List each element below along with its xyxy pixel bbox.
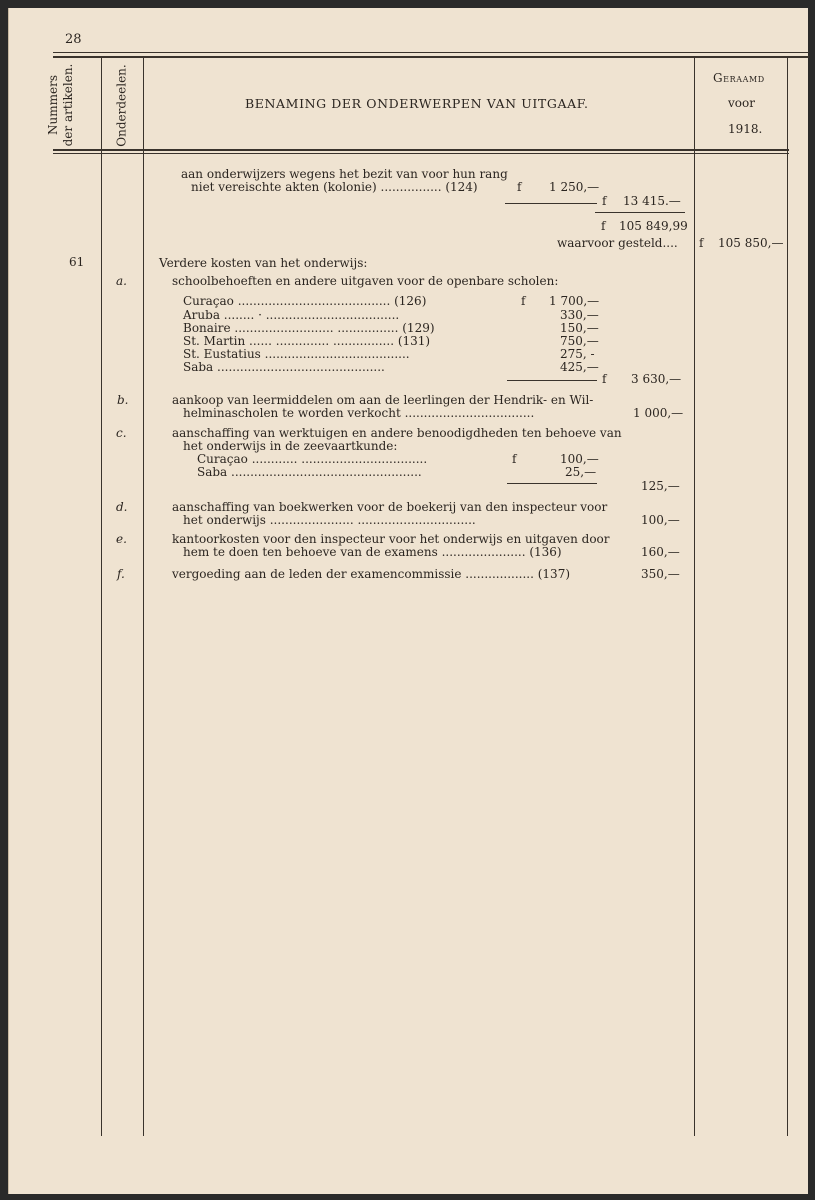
col-rule-1 (101, 58, 102, 1136)
header-voor: voor (728, 96, 755, 110)
article-title: Verdere kosten van het onderwijs: (159, 256, 368, 270)
header-bottom-rule-2 (53, 153, 789, 154)
item-c-line-1: aanschaffing van werktuigen en andere benoodigdheden ten behoeve van (172, 426, 622, 440)
header-year: 1918. (728, 122, 763, 136)
header-benaming: BENAMING DER ONDERWERPEN VAN UITGAAF. (245, 96, 589, 111)
item-c-sub-f: f (512, 452, 517, 466)
waarvoor-label: waarvoor gesteld.... (557, 236, 678, 250)
item-a-sub-name: Aruba ........ · ................................... (183, 308, 400, 322)
item-d-amount: 100,— (641, 513, 680, 527)
top-line-2-amount: 1 250,— (549, 180, 600, 194)
waarvoor-f: f (699, 236, 704, 250)
header-nummers: Nummers der artikelen. (46, 63, 75, 147)
item-a-sub-amount: 425,— (560, 360, 599, 374)
item-f-line-1: vergoeding aan de leden der examencommissie .................. (137) (172, 567, 571, 581)
header-onderdeelen: Onderdeelen. (114, 64, 129, 147)
item-d-line-2: het onderwijs ...................... ............................... (183, 513, 476, 527)
item-b-line-2: helminascholen te worden verkocht .................................. (183, 406, 535, 420)
item-e-letter: e. (116, 532, 127, 546)
col-rule-4 (787, 58, 788, 1136)
top-line-2-f: f (517, 180, 522, 194)
item-a-sub-name: Curaçao ........................................ (126) (183, 294, 427, 308)
header-top-rule-2 (53, 56, 809, 58)
item-d-letter: d. (116, 500, 128, 514)
item-a-dash-rule (507, 380, 597, 381)
top-dash-rule (505, 203, 597, 204)
item-a-total-f: f (602, 372, 607, 386)
item-c-sub-name: Saba .................................................. (197, 465, 422, 479)
header-bottom-rule (53, 149, 789, 151)
item-a-sub-amount: 750,— (560, 334, 599, 348)
header-top-rule (53, 52, 809, 53)
item-c-sub-amount: 100,— (560, 452, 599, 466)
item-a-sub-name: St. Eustatius ...................................... (183, 347, 410, 361)
document-page (8, 8, 808, 1194)
item-a-sub-amount: 330,— (560, 308, 599, 322)
top-total-rule (595, 212, 685, 213)
col-rule-3 (694, 58, 695, 1136)
top-total: 105 849,99 (619, 219, 688, 233)
item-c-letter: c. (116, 426, 127, 440)
header-geraamd: Geraamd (713, 71, 765, 85)
item-e-amount: 160,— (641, 545, 680, 559)
item-e-line-1: kantoorkosten voor den inspecteur voor het onderwijs en uitgaven door (172, 532, 610, 546)
item-e-line-2: hem te doen ten behoeve van de examens ...................... (136) (183, 545, 562, 559)
item-b-amount: 1 000,— (633, 406, 684, 420)
item-a-sub-amount: 150,— (560, 321, 599, 335)
item-c-line-2: het onderwijs in de zeevaartkunde: (183, 439, 398, 453)
top-line-2: niet vereischte akten (kolonie) ................ (124) (191, 180, 478, 194)
item-c-dash-rule (507, 483, 597, 484)
col-rule-2 (143, 58, 144, 1136)
top-subtotal-f: f (602, 194, 607, 208)
top-total-f: f (601, 219, 606, 233)
article-number: 61 (69, 255, 85, 269)
item-a-letter: a. (116, 274, 127, 288)
item-a-sub-name: Saba ............................................ (183, 360, 385, 374)
item-a-sub-f: f (521, 294, 526, 308)
item-a-total: 3 630,— (631, 372, 682, 386)
item-f-amount: 350,— (641, 567, 680, 581)
item-a-sub-name: St. Martin ...... .............. ................ (131) (183, 334, 431, 348)
item-c-sub-name: Curaçao ............ ................................. (197, 452, 428, 466)
item-b-line-1: aankoop van leermiddelen om aan de leerlingen der Hendrik- en Wil- (172, 393, 594, 407)
item-a-text: schoolbehoeften en andere uitgaven voor de openbare scholen: (172, 274, 559, 288)
item-c-sub-amount: 25,— (565, 465, 597, 479)
top-line-1: aan onderwijzers wegens het bezit van voor hun rang (181, 167, 508, 181)
item-d-line-1: aanschaffing van boekwerken voor de boekerij van den inspecteur voor (172, 500, 608, 514)
top-subtotal: 13 415.— (623, 194, 681, 208)
item-b-letter: b. (117, 393, 129, 407)
item-a-sub-amount: 1 700,— (549, 294, 600, 308)
item-a-sub-name: Bonaire .......................... ................ (129) (183, 321, 435, 335)
item-f-letter: f. (117, 567, 125, 581)
waarvoor-amount: 105 850,— (718, 236, 784, 250)
item-c-total: 125,— (641, 479, 680, 493)
item-a-sub-amount: 275, - (560, 347, 595, 361)
page-number: 28 (65, 32, 82, 47)
